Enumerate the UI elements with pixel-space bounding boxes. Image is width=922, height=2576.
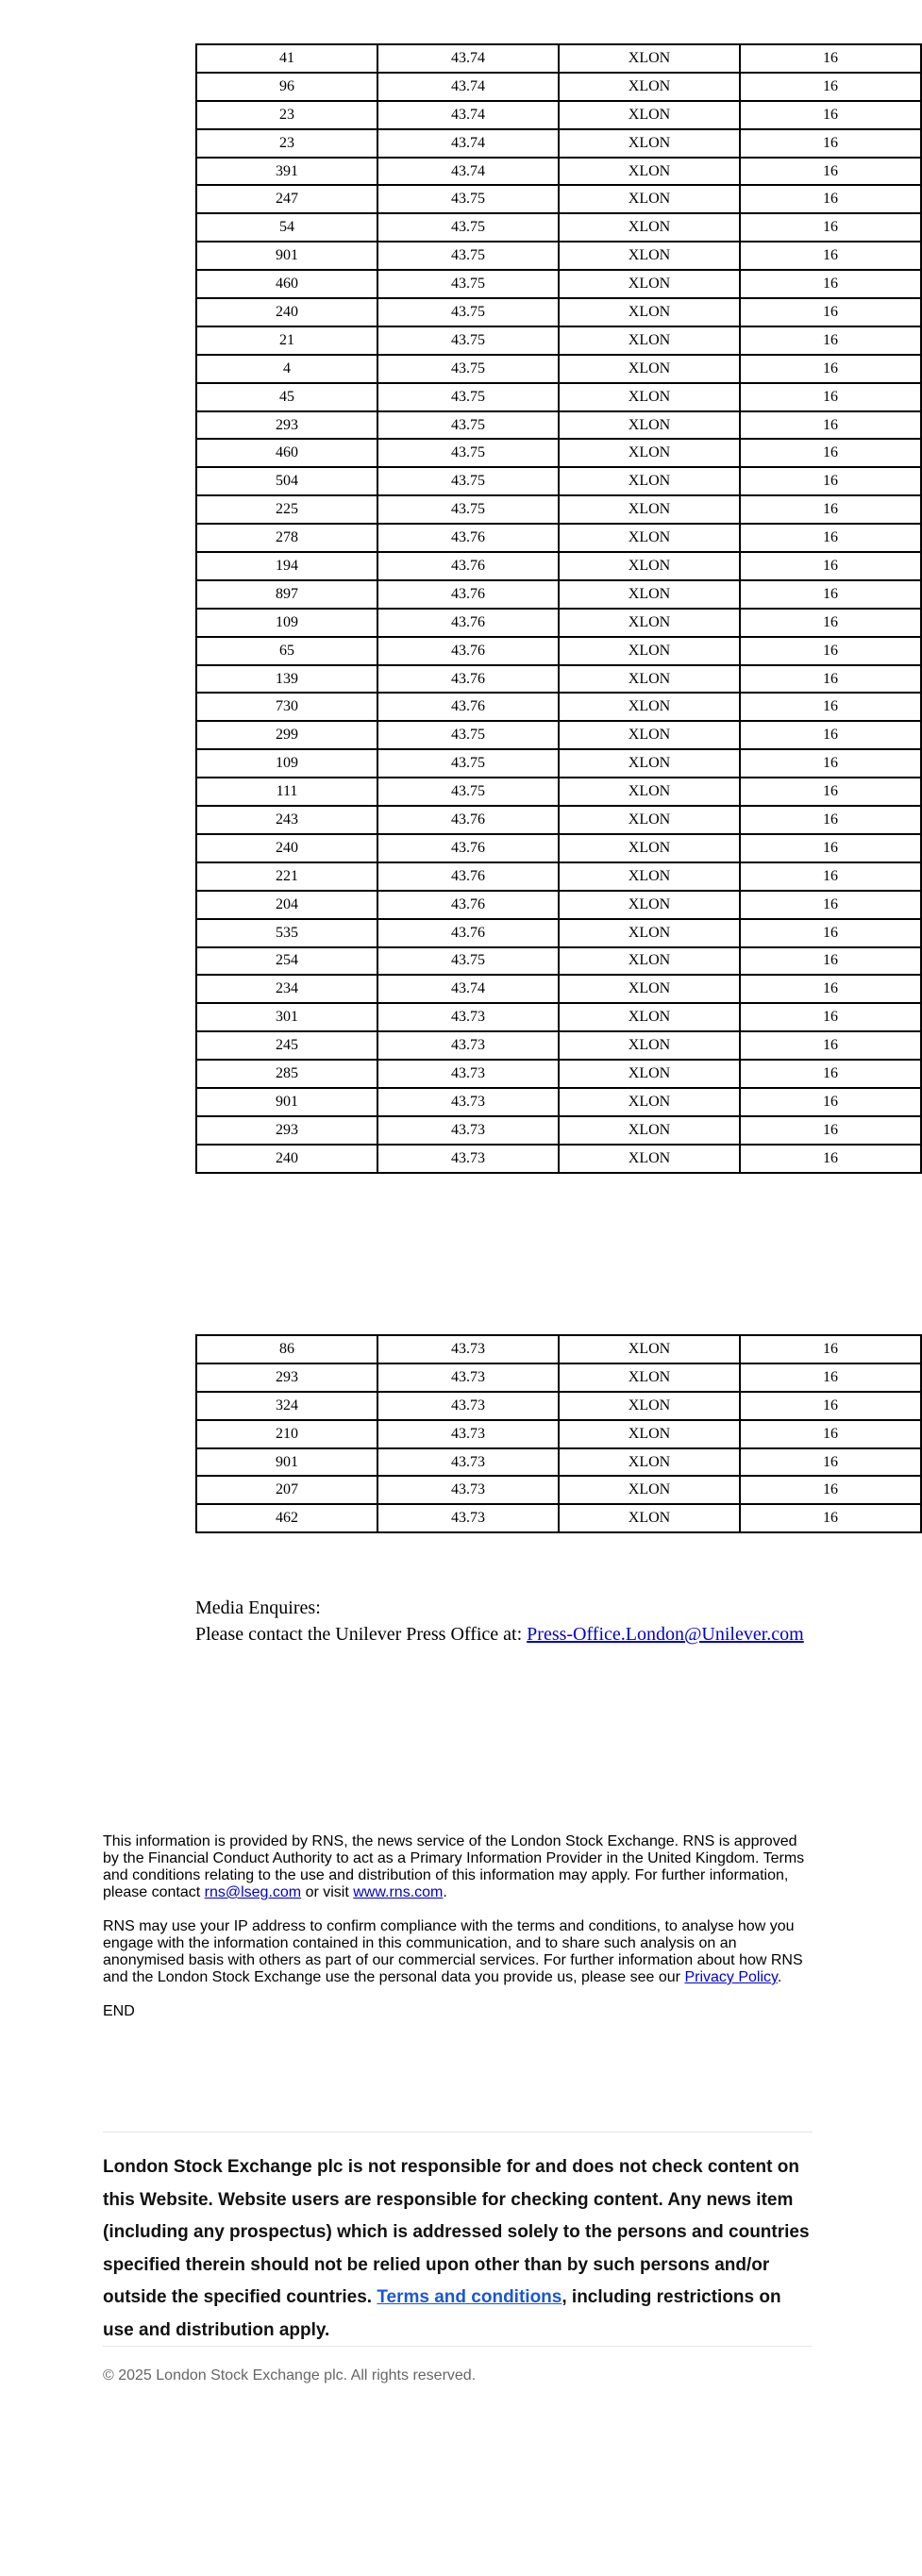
table-cell: 299 [196, 721, 377, 749]
table-row [196, 609, 921, 637]
table-row [196, 1448, 921, 1477]
table-cell: 535 [196, 919, 377, 947]
table-row [196, 1116, 921, 1145]
table-cell: 16 [740, 862, 921, 891]
table-cell: 16 [740, 1448, 921, 1477]
table-row [196, 862, 921, 891]
table-cell: XLON [559, 242, 740, 270]
table-row [196, 580, 921, 609]
table-cell: 897 [196, 580, 377, 609]
table-cell: XLON [559, 891, 740, 919]
press-office-email-link[interactable]: Press-Office.London@Unilever.com [527, 1624, 804, 1645]
table-cell: XLON [559, 637, 740, 665]
table-row [196, 242, 921, 270]
table-cell: 4 [196, 355, 377, 383]
table-row [196, 1363, 921, 1392]
table-row [196, 1504, 921, 1532]
table-row [196, 891, 921, 919]
table-cell: 96 [196, 73, 377, 101]
table-cell: 730 [196, 693, 377, 721]
table-cell: 16 [740, 326, 921, 355]
table-cell: 16 [740, 919, 921, 947]
table-cell: 43.74 [377, 73, 559, 101]
table-row [196, 693, 921, 721]
table-cell: 43.76 [377, 806, 559, 834]
table-cell: 43.75 [377, 411, 559, 440]
table-cell: 23 [196, 129, 377, 158]
table-cell: 45 [196, 383, 377, 411]
table-cell: 16 [740, 580, 921, 609]
rns-info-end: . [443, 1884, 447, 1900]
rns-info-paragraph [103, 1833, 813, 1901]
table-cell: 301 [196, 1003, 377, 1031]
table-cell: XLON [559, 580, 740, 609]
table-cell: XLON [559, 524, 740, 552]
table-cell: XLON [559, 1003, 740, 1031]
table-row [196, 1088, 921, 1116]
table-cell: 43.76 [377, 524, 559, 552]
transactions-table [195, 1334, 922, 1533]
table-cell: 43.73 [377, 1448, 559, 1477]
table-cell: 243 [196, 806, 377, 834]
table-cell: 16 [740, 1031, 921, 1060]
table-row [196, 439, 921, 467]
table-cell: 54 [196, 213, 377, 242]
table-row [196, 919, 921, 947]
transactions-table-1 [195, 43, 838, 1174]
table-cell: 41 [196, 44, 377, 73]
table-cell: 504 [196, 467, 377, 495]
table-cell: XLON [559, 693, 740, 721]
table-cell: 16 [740, 439, 921, 467]
table-row [196, 467, 921, 495]
table-row [196, 1145, 921, 1173]
table-cell: 43.75 [377, 439, 559, 467]
disclaimer-after-link: , including restrictions on use and distribution apply. [103, 2287, 781, 2340]
table-row [196, 129, 921, 158]
table-cell: XLON [559, 158, 740, 186]
table-cell: 65 [196, 637, 377, 665]
rns-info-text: This information is provided by RNS, the news service of the London Stock Exchange. RNS is approved by the Financial Conduct Authority to act as a Primary Information Provider in the United Kingdom. Terms and conditions relating to the use and distribution of this information may apply. For further information, please contact [103, 1833, 805, 1900]
table-cell: 43.75 [377, 495, 559, 524]
table-cell: 16 [740, 213, 921, 242]
table-cell: 43.75 [377, 270, 559, 298]
table-cell: 43.76 [377, 580, 559, 609]
table-cell: XLON [559, 552, 740, 580]
table-cell: 16 [740, 665, 921, 694]
table-cell: 43.73 [377, 1145, 559, 1173]
table-cell: 225 [196, 495, 377, 524]
rns-website-link[interactable]: www.rns.com [353, 1884, 444, 1900]
table-cell: 16 [740, 524, 921, 552]
table-cell: 43.76 [377, 834, 559, 862]
table-cell: 901 [196, 1448, 377, 1477]
table-cell: 43.76 [377, 552, 559, 580]
table-cell: 16 [740, 73, 921, 101]
transactions-table-2 [195, 1334, 838, 1533]
disclaimer-text: London Stock Exchange plc is not responsible for and does not check content on this Website. Website users are responsible for checking content. Any news item (including any prospectus) which is addressed solely to the persons and countries specified therein should not be relied upon other than by such persons and/or outside the specified countries. [103, 2157, 810, 2307]
table-cell: XLON [559, 411, 740, 440]
table-cell: 43.73 [377, 1088, 559, 1116]
table-cell: 86 [196, 1335, 377, 1363]
table-cell: XLON [559, 919, 740, 947]
table-cell: XLON [559, 326, 740, 355]
table-cell: 43.75 [377, 383, 559, 411]
table-cell: XLON [559, 495, 740, 524]
table-cell: XLON [559, 806, 740, 834]
table-cell: 16 [740, 355, 921, 383]
table-cell: 16 [740, 552, 921, 580]
table-cell: 240 [196, 834, 377, 862]
table-row [196, 213, 921, 242]
table-cell: 43.73 [377, 1476, 559, 1504]
terms-and-conditions-link[interactable]: Terms and conditions [377, 2287, 562, 2307]
table-cell: 43.73 [377, 1003, 559, 1031]
table-row [196, 73, 921, 101]
table-cell: 16 [740, 721, 921, 749]
table-cell: 901 [196, 1088, 377, 1116]
table-row [196, 44, 921, 73]
table-row [196, 637, 921, 665]
table-cell: XLON [559, 1392, 740, 1420]
table-cell: 16 [740, 1420, 921, 1448]
media-contact-text: Please contact the Unilever Press Office at: [195, 1624, 528, 1645]
table-cell: 16 [740, 1003, 921, 1031]
table-cell: 43.74 [377, 129, 559, 158]
table-cell: XLON [559, 1060, 740, 1088]
table-row [196, 411, 921, 440]
table-cell: 43.74 [377, 44, 559, 73]
table-cell: 278 [196, 524, 377, 552]
table-cell: XLON [559, 1476, 740, 1504]
table-cell: 293 [196, 411, 377, 440]
table-cell: XLON [559, 834, 740, 862]
table-row [196, 326, 921, 355]
table-cell: XLON [559, 1363, 740, 1392]
table-row [196, 185, 921, 213]
table-cell: XLON [559, 1420, 740, 1448]
table-cell: XLON [559, 975, 740, 1003]
table-cell: XLON [559, 270, 740, 298]
table-cell: 43.75 [377, 778, 559, 806]
table-cell: 43.73 [377, 1335, 559, 1363]
table-cell: XLON [559, 185, 740, 213]
table-cell: 16 [740, 1145, 921, 1173]
table-cell: XLON [559, 44, 740, 73]
table-cell: 16 [740, 185, 921, 213]
table-row [196, 101, 921, 129]
table-row [196, 1003, 921, 1031]
table-cell: XLON [559, 355, 740, 383]
table-cell: 43.76 [377, 693, 559, 721]
table-cell: 16 [740, 1504, 921, 1532]
table-cell: 16 [740, 129, 921, 158]
table-cell: XLON [559, 1335, 740, 1363]
table-cell: 16 [740, 270, 921, 298]
table-cell: 204 [196, 891, 377, 919]
table-row [196, 383, 921, 411]
table-cell: XLON [559, 609, 740, 637]
table-row [196, 665, 921, 694]
table-cell: XLON [559, 947, 740, 976]
table-cell: 43.73 [377, 1392, 559, 1420]
table-cell: 43.75 [377, 467, 559, 495]
table-row [196, 806, 921, 834]
table-cell: XLON [559, 129, 740, 158]
table-cell: 391 [196, 158, 377, 186]
table-cell: 16 [740, 1335, 921, 1363]
table-row [196, 1392, 921, 1420]
table-cell: 43.74 [377, 975, 559, 1003]
table-cell: 16 [740, 495, 921, 524]
table-cell: 16 [740, 383, 921, 411]
table-cell: 901 [196, 242, 377, 270]
media-enquiries [195, 1595, 804, 1648]
rns-email-link[interactable]: rns@lseg.com [204, 1884, 302, 1900]
transactions-table [195, 43, 922, 1174]
lse-disclaimer [103, 2151, 816, 2347]
table-cell: 43.76 [377, 665, 559, 694]
table-row [196, 524, 921, 552]
table-cell: 240 [196, 298, 377, 326]
table-cell: 111 [196, 778, 377, 806]
table-cell: 16 [740, 693, 921, 721]
table-cell: 16 [740, 749, 921, 778]
table-cell: 254 [196, 947, 377, 976]
table-cell: 43.75 [377, 947, 559, 976]
table-cell: 43.73 [377, 1116, 559, 1145]
table-cell: XLON [559, 383, 740, 411]
rns-or-visit-text: or visit [301, 1884, 354, 1900]
rns-privacy-text: RNS may use your IP address to confirm compliance with the terms and conditions, to analyse how you engage with the information contained in this communication, and to share such analysis on an anonymised basis with others as part of our commercial services. For further information about how RNS and the London Stock Exchange use the personal data you provide us, please see our [103, 1918, 803, 1985]
table-cell: 43.76 [377, 891, 559, 919]
table-cell: 43.75 [377, 298, 559, 326]
table-cell: XLON [559, 749, 740, 778]
media-contact [195, 1621, 804, 1648]
table-cell: 16 [740, 1476, 921, 1504]
media-heading: Media Enquires: [195, 1597, 321, 1618]
table-row [196, 355, 921, 383]
table-cell: 139 [196, 665, 377, 694]
table-cell: 16 [740, 1392, 921, 1420]
table-cell: 16 [740, 891, 921, 919]
table-cell: 234 [196, 975, 377, 1003]
table-cell: XLON [559, 1088, 740, 1116]
table-cell: 16 [740, 411, 921, 440]
table-cell: XLON [559, 862, 740, 891]
table-row [196, 552, 921, 580]
table-cell: XLON [559, 73, 740, 101]
table-cell: 16 [740, 609, 921, 637]
table-row [196, 1476, 921, 1504]
table-cell: 293 [196, 1363, 377, 1392]
table-cell: 43.75 [377, 213, 559, 242]
table-cell: XLON [559, 467, 740, 495]
table-cell: 16 [740, 1363, 921, 1392]
table-cell: 16 [740, 44, 921, 73]
copyright-notice: © 2025 London Stock Exchange plc. All rights reserved. [103, 2367, 477, 2384]
table-cell: 43.76 [377, 919, 559, 947]
table-cell: XLON [559, 439, 740, 467]
table-cell: 16 [740, 778, 921, 806]
table-row [196, 495, 921, 524]
table-cell: 43.73 [377, 1420, 559, 1448]
table-cell: XLON [559, 778, 740, 806]
end-marker: END [103, 2003, 135, 2019]
table-cell: 16 [740, 1088, 921, 1116]
table-row [196, 298, 921, 326]
table-cell: XLON [559, 1504, 740, 1532]
table-cell: 194 [196, 552, 377, 580]
rns-privacy-end: . [777, 1969, 782, 1985]
table-cell: 324 [196, 1392, 377, 1420]
privacy-policy-link[interactable]: Privacy Policy [684, 1969, 778, 1985]
table-cell: 285 [196, 1060, 377, 1088]
table-cell: 21 [196, 326, 377, 355]
rns-privacy-paragraph [103, 1918, 813, 1986]
table-cell: 43.75 [377, 185, 559, 213]
table-row [196, 1060, 921, 1088]
table-cell: 43.76 [377, 609, 559, 637]
table-cell: 16 [740, 834, 921, 862]
table-cell: 43.75 [377, 326, 559, 355]
table-cell: 462 [196, 1504, 377, 1532]
table-row [196, 834, 921, 862]
table-cell: 43.75 [377, 749, 559, 778]
table-cell: 43.73 [377, 1363, 559, 1392]
table-cell: XLON [559, 1031, 740, 1060]
table-row [196, 947, 921, 976]
table-cell: 43.74 [377, 158, 559, 186]
table-cell: 240 [196, 1145, 377, 1173]
table-cell: 43.74 [377, 101, 559, 129]
table-cell: 247 [196, 185, 377, 213]
table-cell: 109 [196, 749, 377, 778]
table-cell: XLON [559, 101, 740, 129]
divider [103, 2132, 813, 2133]
table-cell: 16 [740, 158, 921, 186]
table-cell: 43.75 [377, 242, 559, 270]
table-cell: 16 [740, 298, 921, 326]
table-row [196, 721, 921, 749]
table-cell: 16 [740, 242, 921, 270]
table-cell: 293 [196, 1116, 377, 1145]
table-row [196, 778, 921, 806]
table-cell: 43.73 [377, 1060, 559, 1088]
table-cell: 210 [196, 1420, 377, 1448]
table-cell: 16 [740, 637, 921, 665]
table-cell: 221 [196, 862, 377, 891]
table-cell: XLON [559, 298, 740, 326]
table-cell: XLON [559, 721, 740, 749]
table-cell: 23 [196, 101, 377, 129]
table-cell: 16 [740, 975, 921, 1003]
table-cell: 16 [740, 1060, 921, 1088]
table-row [196, 1031, 921, 1060]
table-row [196, 975, 921, 1003]
table-cell: XLON [559, 1116, 740, 1145]
table-cell: 207 [196, 1476, 377, 1504]
table-cell: 43.73 [377, 1504, 559, 1532]
table-row [196, 1335, 921, 1363]
table-cell: 43.73 [377, 1031, 559, 1060]
table-cell: 16 [740, 101, 921, 129]
table-row [196, 158, 921, 186]
table-cell: 43.76 [377, 862, 559, 891]
table-row [196, 749, 921, 778]
table-cell: 16 [740, 467, 921, 495]
table-cell: XLON [559, 213, 740, 242]
table-cell: 16 [740, 806, 921, 834]
table-cell: XLON [559, 665, 740, 694]
table-row [196, 270, 921, 298]
rns-notice [103, 1833, 813, 2037]
table-cell: 43.76 [377, 637, 559, 665]
divider [103, 2346, 813, 2347]
table-cell: 43.75 [377, 355, 559, 383]
table-cell: 245 [196, 1031, 377, 1060]
table-cell: 109 [196, 609, 377, 637]
table-cell: 460 [196, 439, 377, 467]
table-cell: XLON [559, 1145, 740, 1173]
table-cell: 16 [740, 1116, 921, 1145]
table-row [196, 1420, 921, 1448]
table-cell: XLON [559, 1448, 740, 1477]
table-cell: 16 [740, 947, 921, 976]
table-cell: 43.75 [377, 721, 559, 749]
table-cell: 460 [196, 270, 377, 298]
